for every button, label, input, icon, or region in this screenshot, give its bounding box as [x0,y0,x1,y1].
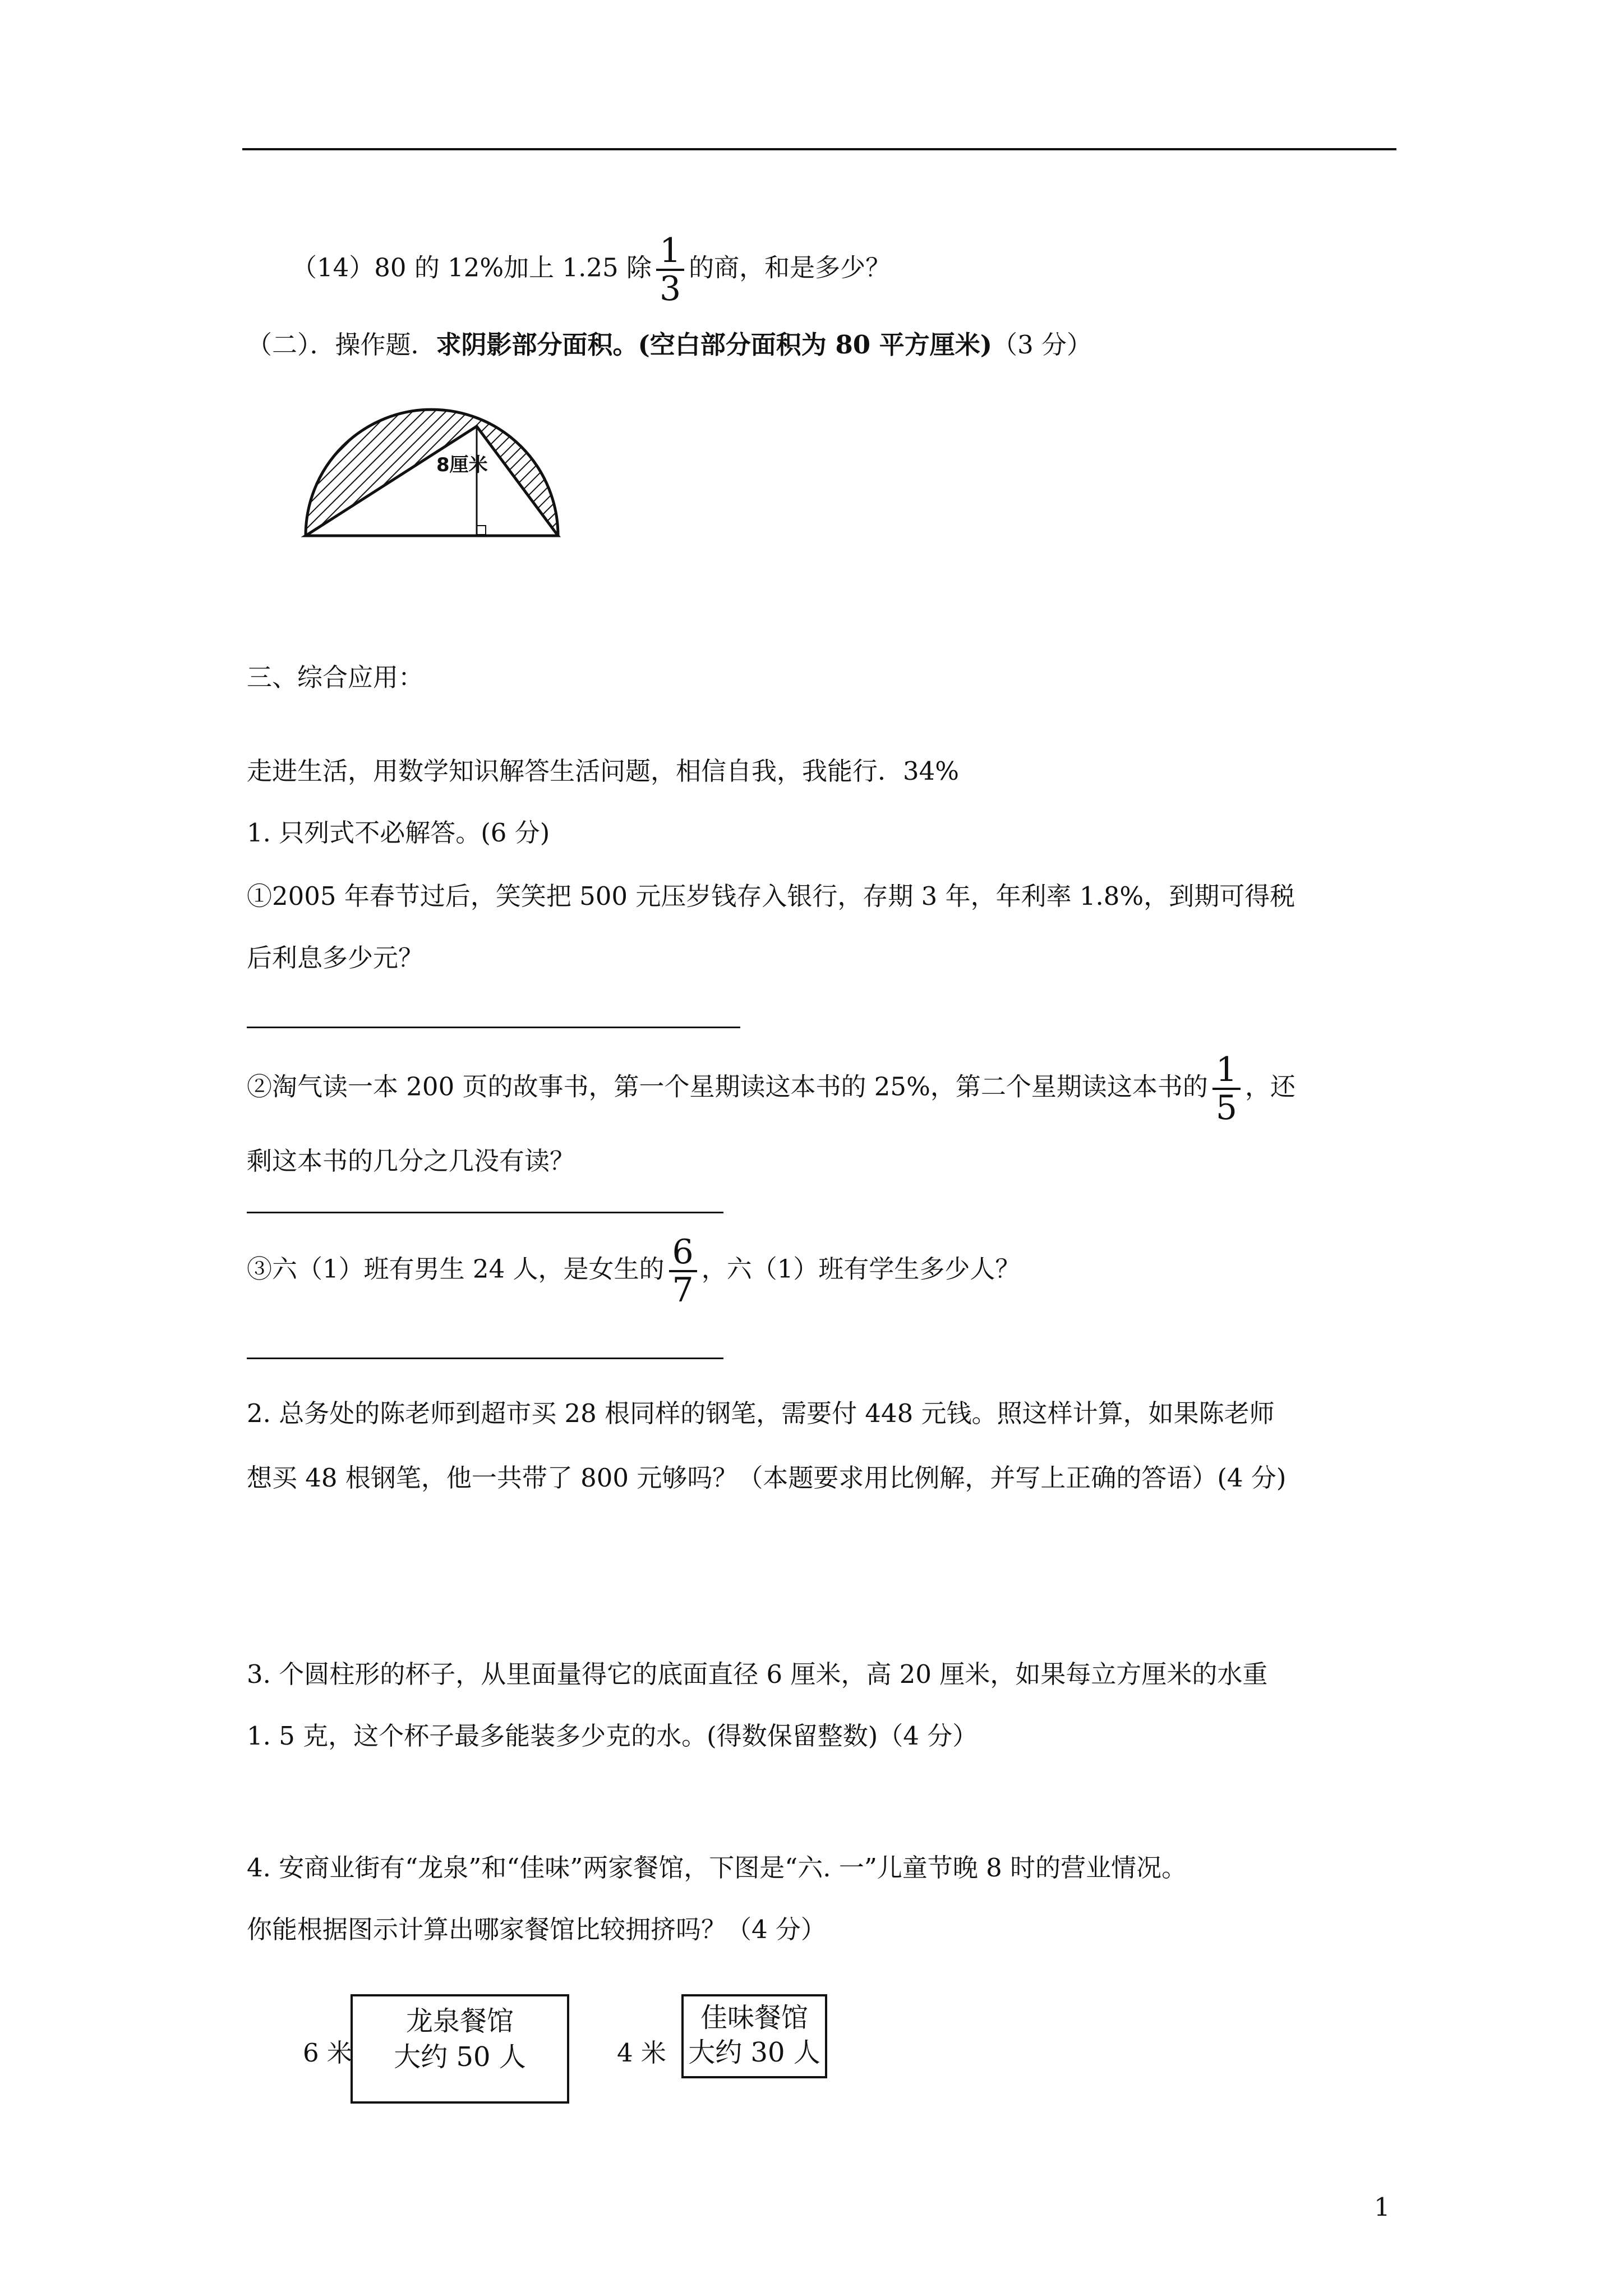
height-label: 8厘米 [436,454,488,476]
problem-1c: ③六（1）班有男生 24 人，是女生的 $\frac{6}{7}$ ，六（1）班有学生多少人？ [247,1232,1021,1310]
problem-3-line-1: 3. 个圆柱形的杯子，从里面量得它的底面直径 6 厘米，高 20 厘米，如果每立方厘米的水重 [247,1659,1268,1689]
problem-1a-line-2: 后利息多少元？ [247,943,424,973]
longquan-side-length: 6 米 [303,2038,352,2068]
page-number: 1 [1374,2192,1390,2222]
question-14 [292,233,891,307]
section-2-instruction: 求阴影部分面积。(空白部分面积为 80 平方厘米) [436,330,993,360]
answer-line-1b[interactable] [247,1212,723,1213]
semicircle-shaded-figure [297,404,566,544]
problem-2-line-1: 2. 总务处的陈老师到超市买 28 根同样的钢笔，需要付 448 元钱。照这样计算，如果陈老师 [247,1398,1275,1428]
fraction-one-third: $\frac{1}{3}$ [656,233,684,307]
jiawei-people: 大约 30 人 [688,2037,820,2068]
problem-1b-line-2: 剩这本书的几分之几没有读？ [247,1146,575,1176]
problem-4-line-1: 4. 安商业街有“龙泉”和“佳味”两家餐馆，下图是“六. 一”儿童节晚 8 时的营业情况。 [247,1853,1187,1883]
jiawei-restaurant-box [681,1994,827,2078]
section-3-intro: 走进生活，用数学知识解答生活问题，相信自我，我能行．34% [247,756,960,786]
question-14-text-before: （14）80 的 12%加上 1.25 除 [292,252,652,283]
problem-1a-line-1: ①2005 年春节过后，笑笑把 500 元压岁钱存入银行，存期 3 年，年利率 1.8%，到期可得税 [247,881,1295,911]
header-rule [242,148,1396,150]
fraction-one-fifth: $\frac{1}{5}$ [1212,1052,1241,1126]
answer-line-1a[interactable] [247,1027,740,1028]
longquan-restaurant-box [351,1994,569,2104]
longquan-people: 大约 50 人 [394,2041,526,2073]
problem-1-title: 1. 只列式不必解答。(6 分) [247,818,550,848]
jiawei-side-length: 4 米 [617,2038,666,2068]
answer-line-1c[interactable] [247,1358,723,1359]
question-14-text-after: 的商，和是多少？ [689,252,891,283]
longquan-name: 龙泉餐馆 [405,2005,514,2037]
problem-1b-line-1: ②淘气读一本 200 页的故事书，第一个星期读这本书的 25%，第二个星期读这本书的 $\frac{1}{5}$ ，还 [247,1050,1296,1128]
section-2-prefix: （二）．操作题． [247,330,436,360]
jiawei-name: 佳味餐馆 [700,2002,808,2033]
problem-2-line-2: 想买 48 根钢笔，他一共带了 800 元够吗？（本题要求用比例解，并写上正确的答语）(4 分) [247,1463,1287,1493]
problem-4-line-2: 你能根据图示计算出哪家餐馆比较拥挤吗？（4 分） [247,1915,826,1944]
problem-3-line-2: 1. 5 克，这个杯子最多能装多少克的水。(得数保留整数)（4 分） [247,1721,978,1751]
fraction-six-sevenths: $\frac{6}{7}$ [669,1234,697,1308]
section-2-heading [247,328,1092,362]
section-3-title: 三、综合应用： [247,662,424,692]
section-2-points: （3 分） [992,330,1092,360]
